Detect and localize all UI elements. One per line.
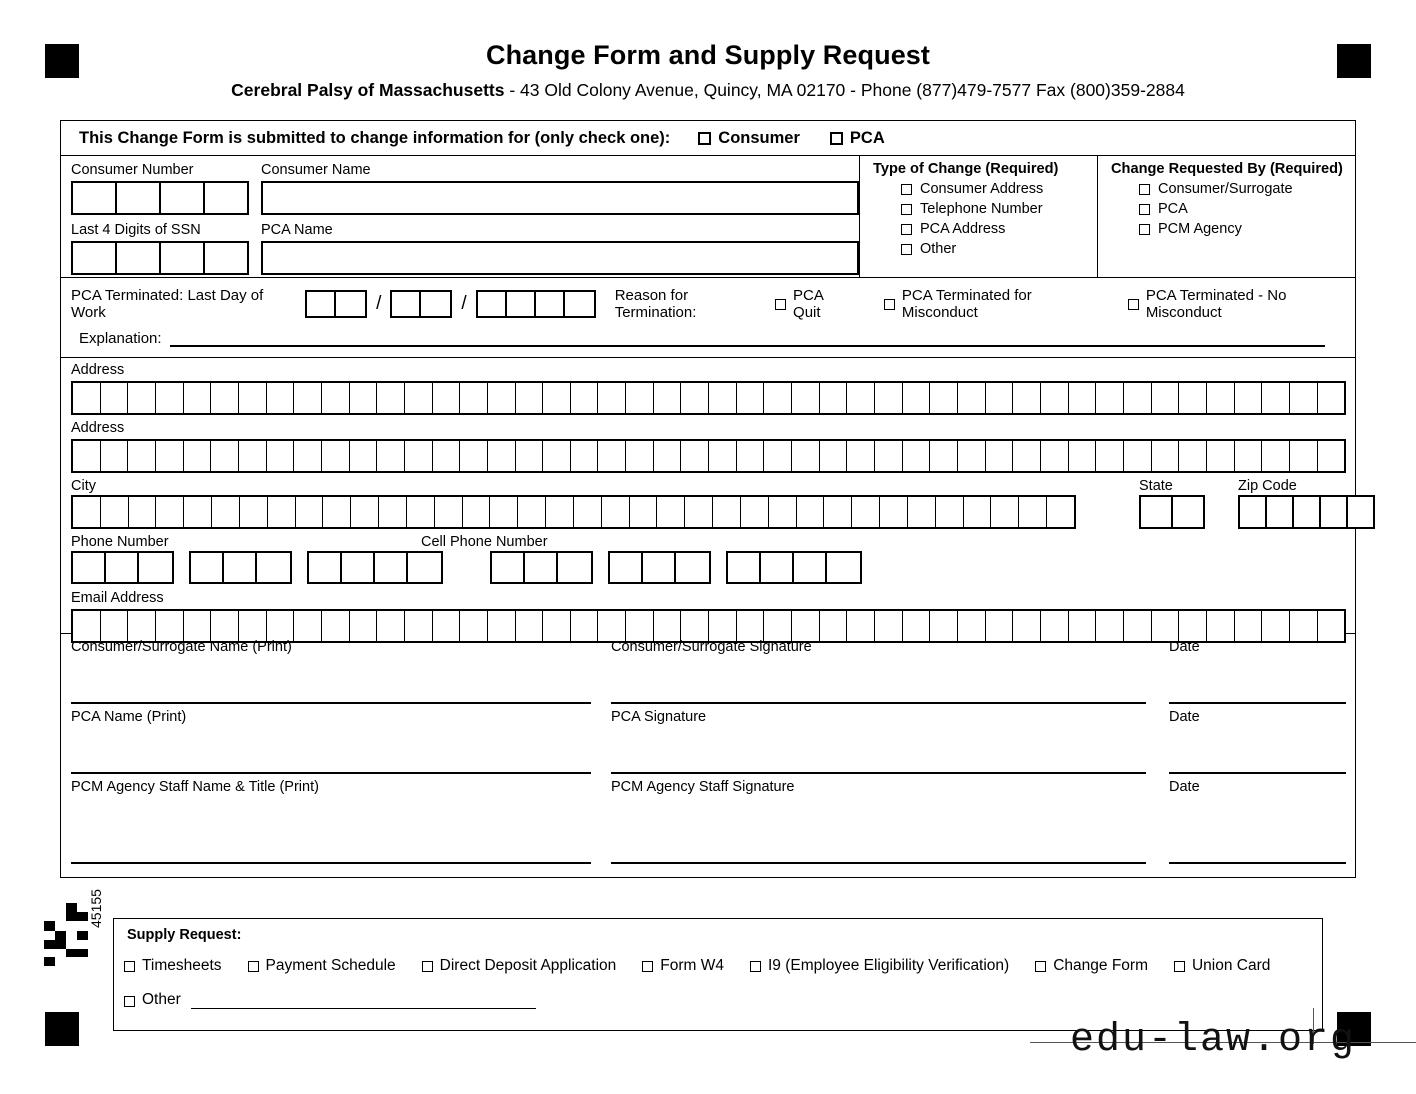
- zip-input[interactable]: [1238, 495, 1375, 529]
- date-separator: /: [461, 293, 467, 314]
- type-of-change-group: [859, 156, 1097, 277]
- checkbox-label: Form W4: [660, 957, 724, 974]
- signature-line: [71, 862, 591, 864]
- consumer-signature-field[interactable]: [611, 634, 1169, 704]
- type-of-change-option-consumer-address[interactable]: [901, 181, 1097, 197]
- field-label: Consumer/Surrogate Name (Print): [71, 639, 292, 655]
- consumer-name-input[interactable]: [261, 181, 859, 215]
- supply-request-title: Supply Request:: [127, 927, 242, 943]
- checkbox-label: PCA Terminated - No Misconduct: [1145, 287, 1287, 321]
- address2-label: Address: [71, 420, 125, 436]
- supply-option-direct-deposit-application[interactable]: [422, 957, 617, 975]
- change-requested-by-option-consumer-surrogate[interactable]: [1139, 181, 1355, 197]
- signature-line: [1169, 862, 1346, 864]
- pcm-staff-name-print-field[interactable]: [71, 774, 611, 864]
- consumer-info-band: [61, 156, 1355, 278]
- city-input[interactable]: [71, 495, 1076, 529]
- check-one-instruction: This Change Form is submitted to change information for (only check one):: [79, 128, 671, 147]
- consumer-date-field[interactable]: [1169, 634, 1355, 704]
- supply-option-other[interactable]: [124, 991, 1322, 1009]
- change-requested-by-option-pca[interactable]: [1139, 201, 1355, 217]
- checkbox-icon[interactable]: [901, 244, 912, 255]
- field-label: Consumer/Surrogate Signature: [611, 639, 812, 655]
- supply-option-union-card[interactable]: [1174, 957, 1270, 975]
- change-requested-by-title: Change Requested By (Required): [1111, 161, 1343, 177]
- signature-row-consumer: [61, 634, 1355, 704]
- pcm-staff-date-field[interactable]: [1169, 774, 1355, 864]
- organization-address-line: [0, 80, 1416, 101]
- checkbox-icon[interactable]: [1035, 961, 1046, 972]
- registration-mark-bottom-left: [45, 1012, 79, 1046]
- field-label: Date: [1169, 639, 1200, 655]
- field-label: PCM Agency Staff Signature: [611, 779, 795, 795]
- consumer-number-input[interactable]: [71, 181, 249, 215]
- checkbox-icon[interactable]: [124, 996, 135, 1007]
- phone-line-input[interactable]: [307, 551, 443, 584]
- supply-option-i9[interactable]: [750, 957, 1009, 975]
- change-requested-by-group: [1097, 156, 1355, 277]
- pcm-staff-signature-field[interactable]: [611, 774, 1169, 864]
- checkbox-icon[interactable]: [124, 961, 135, 972]
- checkbox-icon[interactable]: [901, 204, 912, 215]
- pca-signature-field[interactable]: [611, 704, 1169, 774]
- checkbox-label: Telephone Number: [920, 201, 1043, 217]
- field-label: PCM Agency Staff Name & Title (Print): [71, 779, 319, 795]
- reason-for-termination-label: Reason for Termination:: [614, 287, 697, 321]
- checkbox-icon[interactable]: [830, 132, 843, 145]
- checkbox-label: PCA Address: [920, 221, 1006, 237]
- checkbox-option-consumer[interactable]: [698, 129, 800, 148]
- checkbox-icon[interactable]: [1174, 961, 1185, 972]
- type-of-change-option-other[interactable]: [901, 241, 1097, 257]
- checkbox-label: Consumer Address: [920, 181, 1044, 197]
- pca-name-print-field[interactable]: [71, 704, 611, 774]
- page-title: Change Form and Supply Request: [485, 40, 931, 70]
- zip-label: Zip Code: [1238, 478, 1297, 494]
- checkbox-label: Consumer/Surrogate: [1158, 181, 1293, 197]
- checkbox-icon[interactable]: [248, 961, 259, 972]
- checkbox-label: PCM Agency: [1158, 221, 1242, 237]
- checkbox-icon[interactable]: [1128, 299, 1139, 310]
- cell-phone-number-label: Cell Phone Number: [421, 534, 548, 550]
- address-band: [61, 358, 1355, 634]
- state-input[interactable]: [1139, 495, 1205, 529]
- supply-request-box: [113, 918, 1323, 1031]
- termination-day-input[interactable]: [390, 290, 452, 318]
- checkbox-icon[interactable]: [884, 299, 895, 310]
- termination-band: [61, 278, 1355, 358]
- explanation-label: Explanation:: [79, 330, 162, 347]
- form-outer-box: [60, 120, 1356, 878]
- field-label: PCA Name (Print): [71, 709, 187, 725]
- change-requested-by-option-pcm-agency[interactable]: [1139, 221, 1355, 237]
- date-separator: /: [376, 293, 382, 314]
- checkbox-icon[interactable]: [1139, 224, 1150, 235]
- organization-name: Cerebral Palsy of Massachusetts: [231, 80, 505, 100]
- type-of-change-option-telephone-number[interactable]: [901, 201, 1097, 217]
- field-label: PCA Signature: [611, 709, 707, 725]
- phone-prefix-input[interactable]: [189, 551, 292, 584]
- email-address-label: Email Address: [71, 590, 164, 606]
- explanation-input[interactable]: [170, 331, 1325, 347]
- termination-year-input[interactable]: [476, 290, 596, 318]
- checkbox-label: Payment Schedule: [265, 957, 396, 974]
- checkbox-label: PCA: [1158, 201, 1188, 217]
- checkbox-icon[interactable]: [901, 224, 912, 235]
- pca-name-input[interactable]: [261, 241, 859, 275]
- address1-label: Address: [71, 362, 125, 378]
- ssn-last4-input[interactable]: [71, 241, 249, 275]
- checkbox-icon[interactable]: [698, 132, 711, 145]
- checkbox-icon[interactable]: [642, 961, 653, 972]
- checkbox-icon[interactable]: [775, 299, 786, 310]
- cell-line-input[interactable]: [726, 551, 862, 584]
- signature-band: [61, 634, 1355, 874]
- supply-request-options: [124, 957, 1322, 975]
- consumer-name-print-field[interactable]: [71, 634, 611, 704]
- pca-date-field[interactable]: [1169, 704, 1355, 774]
- checkbox-icon[interactable]: [901, 184, 912, 195]
- checkbox-label: PCA Terminated for Misconduct: [901, 287, 1032, 321]
- supply-other-input[interactable]: [191, 995, 536, 1009]
- organization-contact: - 43 Old Colony Avenue, Quincy, MA 02170 - Phone (877)479-7577 Fax (800)359-2884: [504, 80, 1185, 100]
- checkbox-label: Timesheets: [142, 957, 222, 974]
- termination-reason-pca-quit[interactable]: [775, 287, 851, 321]
- checkbox-label: PCA: [849, 128, 885, 147]
- supply-option-timesheets[interactable]: [124, 957, 222, 975]
- checkbox-icon[interactable]: [1139, 184, 1150, 195]
- termination-reason-no-misconduct[interactable]: [1128, 287, 1355, 321]
- phone-number-label: Phone Number: [71, 534, 169, 550]
- consumer-number-label: Consumer Number: [71, 162, 194, 178]
- checkbox-label: Other: [920, 241, 957, 257]
- consumer-info-fields: [61, 156, 859, 277]
- supply-option-form-w4[interactable]: [642, 957, 724, 975]
- checkbox-label: I9 (Employee Eligibility Verification): [768, 957, 1010, 974]
- datamatrix-code-icon: [44, 903, 88, 966]
- address2-input[interactable]: [71, 439, 1346, 473]
- supply-option-payment-schedule[interactable]: [248, 957, 396, 975]
- type-of-change-title: Type of Change (Required): [873, 161, 1059, 177]
- form-number-code: 45155: [88, 889, 104, 928]
- address1-input[interactable]: [71, 381, 1346, 415]
- check-one-band: [61, 121, 1355, 156]
- checkbox-label: Other: [142, 991, 181, 1008]
- field-label: Date: [1169, 779, 1200, 795]
- consumer-name-label: Consumer Name: [261, 162, 371, 178]
- city-label: City: [71, 478, 96, 494]
- checkbox-label: Union Card: [1191, 957, 1271, 974]
- checkbox-option-pca[interactable]: [830, 129, 885, 148]
- checkbox-icon[interactable]: [422, 961, 433, 972]
- watermark-text: edu-law.org: [1070, 1018, 1357, 1063]
- signature-row-pca: [61, 704, 1355, 774]
- cell-area-code-input[interactable]: [490, 551, 593, 584]
- phone-area-code-input[interactable]: [71, 551, 174, 584]
- supply-option-change-form[interactable]: [1035, 957, 1148, 975]
- checkbox-label: Direct Deposit Application: [439, 957, 617, 974]
- termination-month-input[interactable]: [305, 290, 367, 318]
- pca-name-label: PCA Name: [261, 222, 333, 238]
- signature-line: [611, 862, 1146, 864]
- ssn-label: Last 4 Digits of SSN: [71, 222, 201, 238]
- cell-prefix-input[interactable]: [608, 551, 711, 584]
- checkbox-label: Change Form: [1053, 957, 1148, 974]
- termination-reason-misconduct[interactable]: [884, 287, 1101, 321]
- checkbox-label: Consumer: [718, 128, 800, 147]
- state-label: State: [1139, 478, 1173, 494]
- checkbox-icon[interactable]: [750, 961, 761, 972]
- signature-row-pcm-agency: [61, 774, 1355, 864]
- checkbox-label: PCA Quit: [793, 287, 824, 321]
- termination-last-day-label: PCA Terminated: Last Day of Work: [71, 287, 264, 321]
- field-label: Date: [1169, 709, 1200, 725]
- checkbox-icon[interactable]: [1139, 204, 1150, 215]
- type-of-change-option-pca-address[interactable]: [901, 221, 1097, 237]
